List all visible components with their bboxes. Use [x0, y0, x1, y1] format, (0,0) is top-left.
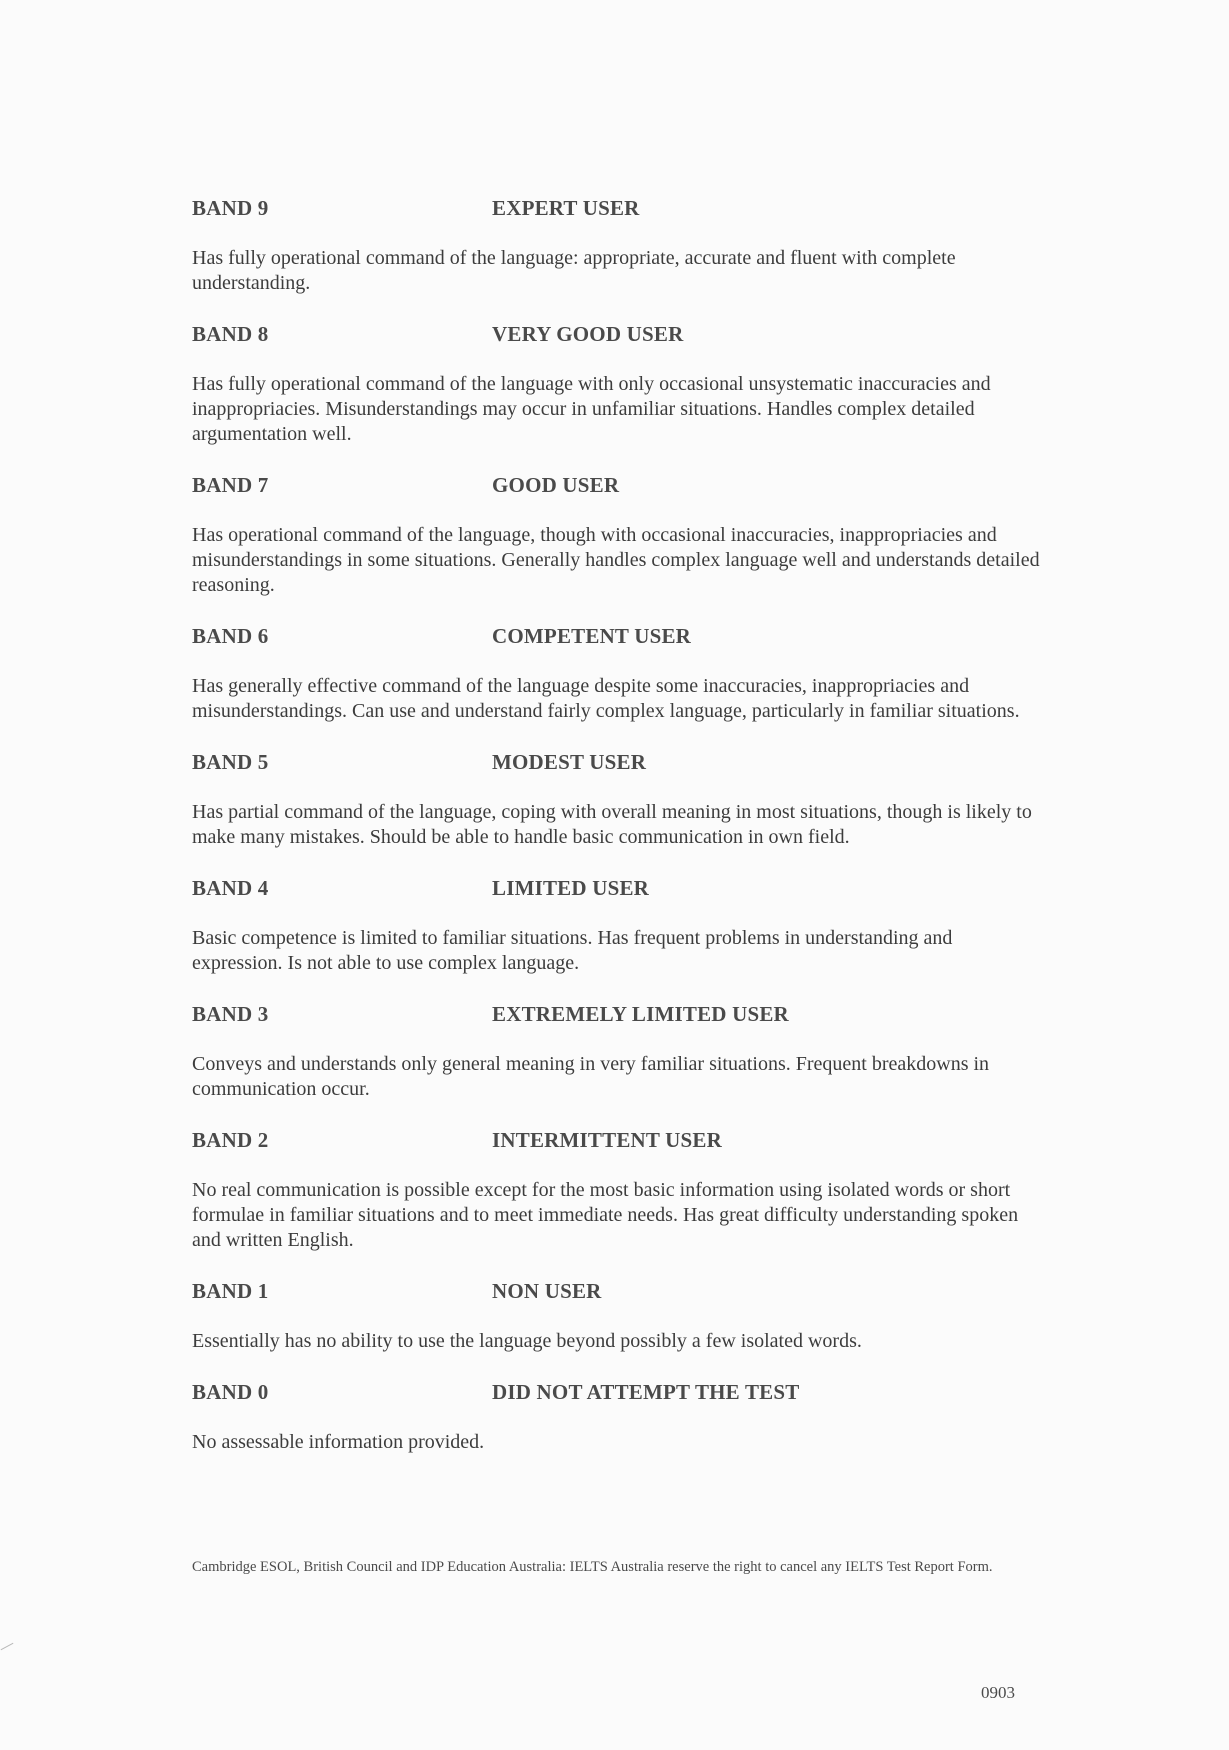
band-heading [192, 624, 1052, 658]
band-2-section [192, 1128, 1052, 1253]
band-9-section [192, 196, 1052, 296]
band-number: BAND 2 [192, 1128, 269, 1152]
band-title: COMPETENT USER [492, 624, 692, 648]
band-title: EXTREMELY LIMITED USER [492, 1002, 789, 1026]
band-description: Has partial command of the language, coping with overall meaning in most situations, though is likely to make many mistakes. Should be able to handle basic communication in own field. [192, 801, 1032, 848]
band-description: Has operational command of the language, though with occasional inaccuracies, inappropriacies and misunderstandings in some situations. Generally handles complex language well and understands detailed reasoning. [192, 524, 1040, 596]
band-description: Conveys and understands only general meaning in very familiar situations. Frequent breakdowns in communication occur. [192, 1053, 990, 1100]
form-code: 0903 [981, 1683, 1015, 1702]
band-6-section [192, 624, 1052, 724]
scan-artifact [1, 1643, 14, 1650]
band-heading [192, 876, 1052, 910]
band-title: INTERMITTENT USER [492, 1128, 722, 1152]
band-4-section [192, 876, 1052, 976]
band-title: NON USER [492, 1279, 602, 1303]
band-heading [192, 322, 1052, 356]
band-heading [192, 1380, 1052, 1414]
band-number: BAND 1 [192, 1279, 269, 1303]
band-number: BAND 6 [192, 624, 269, 648]
band-heading [192, 1002, 1052, 1036]
band-heading [192, 473, 1052, 507]
band-heading [192, 1279, 1052, 1313]
band-3-section [192, 1002, 1052, 1102]
disclaimer-note: Cambridge ESOL, British Council and IDP Education Australia: IELTS Australia reserve the right to cancel any IELTS Test Report Form. [192, 1559, 993, 1575]
band-0-section [192, 1380, 1052, 1455]
band-title: LIMITED USER [492, 876, 650, 900]
band-title: VERY GOOD USER [492, 322, 684, 346]
band-description: Essentially has no ability to use the language beyond possibly a few isolated words. [192, 1330, 862, 1352]
band-description: Has fully operational command of the language with only occasional unsystematic inaccuracies and inappropriacies. Misunderstandings may occur in unfamiliar situations. Handles complex detailed argumentation well. [192, 373, 991, 445]
band-description: Has generally effective command of the language despite some inaccuracies, inappropriacies and misunderstandings. Can use and understand fairly complex language, particularly in familiar situations. [192, 675, 1020, 722]
band-number: BAND 5 [192, 750, 269, 774]
band-number: BAND 7 [192, 473, 269, 497]
band-title: EXPERT USER [492, 196, 640, 220]
band-description: No real communication is possible except for the most basic information using isolated words or short formulae in familiar situations and to meet immediate needs. Has great difficulty understanding spoken and written English. [192, 1179, 1019, 1251]
band-heading [192, 750, 1052, 784]
band-8-section [192, 322, 1052, 447]
band-number: BAND 8 [192, 322, 269, 346]
band-heading [192, 196, 1052, 230]
band-title: MODEST USER [492, 750, 647, 774]
band-number: BAND 4 [192, 876, 269, 900]
band-1-section [192, 1279, 1052, 1354]
band-7-section [192, 473, 1052, 598]
band-number: BAND 9 [192, 196, 269, 220]
band-description: No assessable information provided. [192, 1431, 485, 1453]
band-5-section [192, 750, 1052, 850]
band-description: Has fully operational command of the language: appropriate, accurate and fluent with complete understanding. [192, 247, 956, 294]
band-descriptor-list [192, 196, 1052, 1455]
band-number: BAND 0 [192, 1380, 269, 1404]
band-number: BAND 3 [192, 1002, 269, 1026]
band-heading [192, 1128, 1052, 1162]
band-description: Basic competence is limited to familiar situations. Has frequent problems in understanding and expression. Is not able to use complex language. [192, 927, 953, 974]
band-title: DID NOT ATTEMPT THE TEST [492, 1380, 800, 1404]
band-title: GOOD USER [492, 473, 620, 497]
